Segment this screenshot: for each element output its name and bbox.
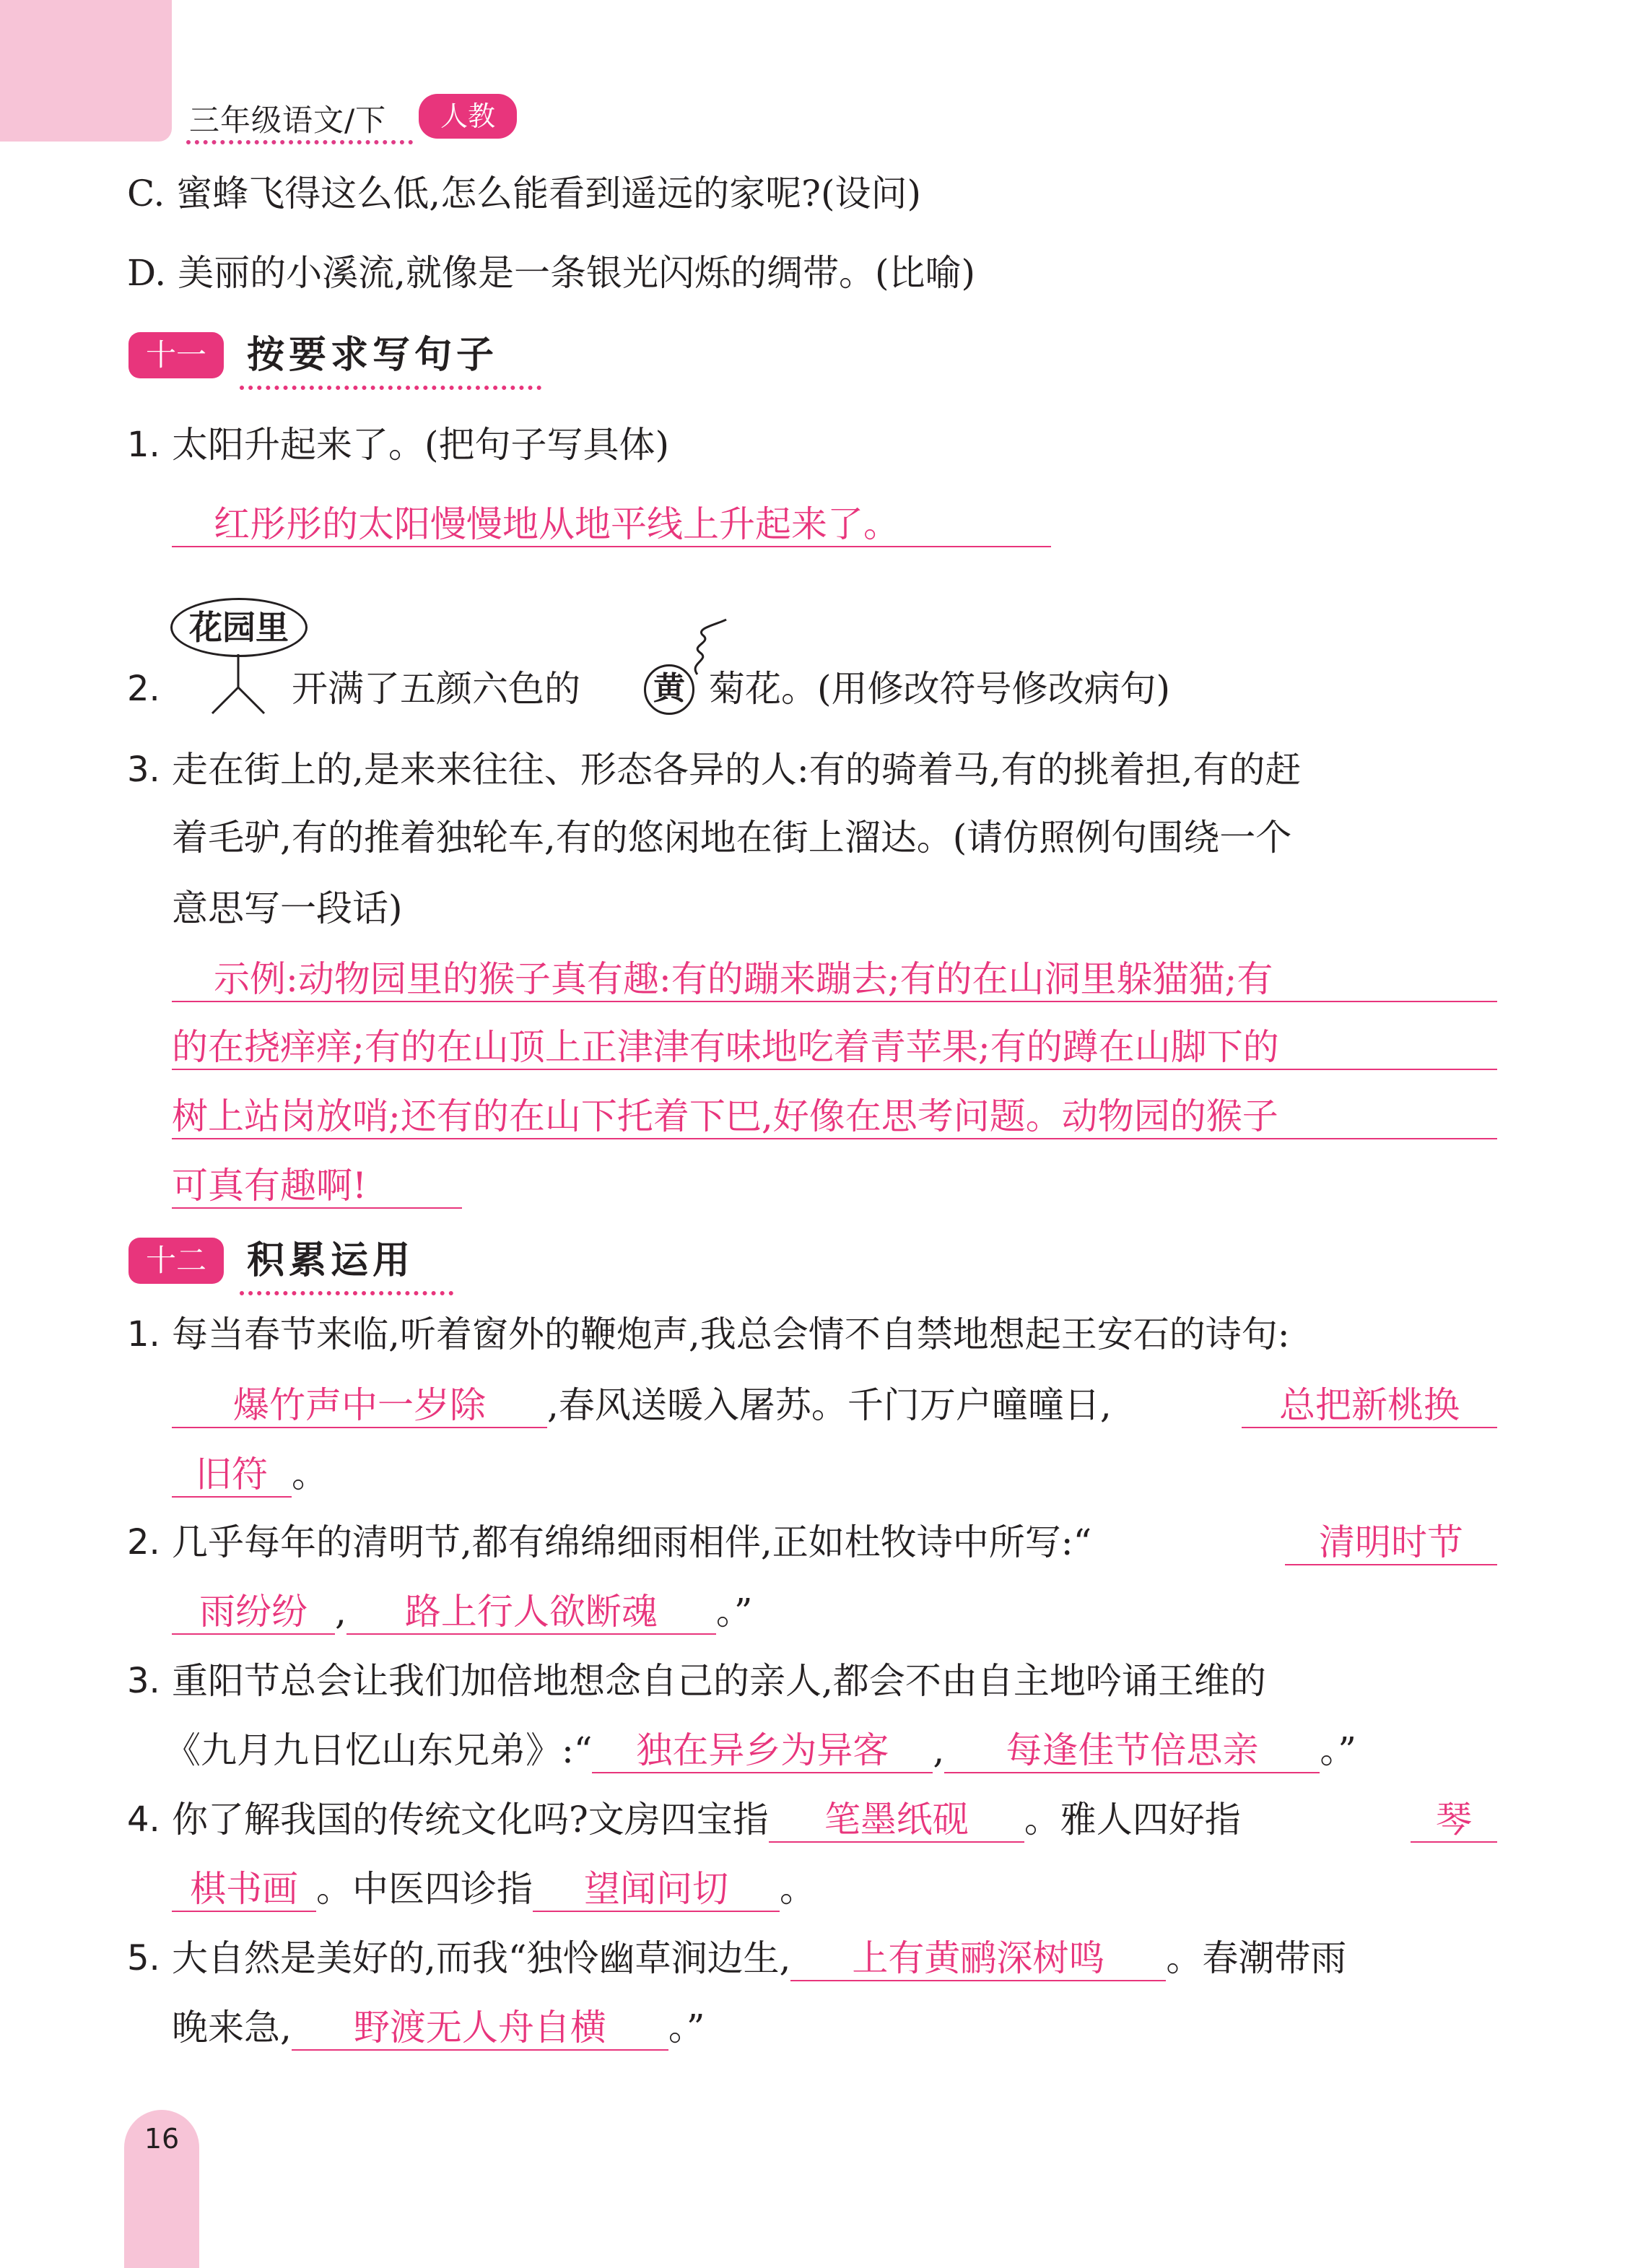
s12-q1-line-1: 每当春节来临,听着窗外的鞭炮声,我总会情不自禁地想起王安石的诗句:: [172, 1313, 1290, 1355]
s11-q2-text-a: 开满了五颜六色的: [292, 668, 580, 710]
s12-q4-text-3: 。中医四诊指: [316, 1868, 533, 1910]
s11-q3-line-1: 走在街上的,是来来往往、形态各异的人:有的骑着马,有的挑着担,有的赶: [172, 749, 1302, 791]
s12-q4-text-1: 你了解我国的传统文化吗?文房四宝指: [172, 1799, 769, 1841]
s12-q1-text-2: 。: [292, 1454, 328, 1495]
page-number: 16: [144, 2123, 180, 2155]
s11-q1-text: 太阳升起来了。(把句子写具体): [172, 424, 670, 466]
s12-q1-line-2: [172, 1383, 1112, 1428]
s11-q3-number: 3.: [127, 750, 160, 790]
s12-q2-text-1: 几乎每年的清明节,都有绵绵细雨相伴,正如杜牧诗中所写:“: [172, 1521, 1092, 1563]
s12-q4-text-2: 。雅人四好指: [1024, 1799, 1241, 1841]
s11-q2-number: 2.: [127, 669, 160, 709]
s12-q2-text-3: 。”: [715, 1591, 753, 1633]
section-12-divider: [240, 1291, 453, 1295]
s12-q5-blank-2[interactable]: 野渡无人舟自横: [292, 2006, 668, 2051]
s11-q3-line-2: 着毛驴,有的推着独轮车,有的悠闲地在街上溜达。(请仿照例句围绕一个: [172, 817, 1292, 859]
s12-q5-text-2: 。春潮带雨: [1166, 1937, 1347, 1979]
option-c: C. 蜜蜂飞得这么低,怎么能看到遥远的家呢?(设问): [127, 173, 921, 214]
s12-q5-text-1: 大自然是美好的,而我“独怜幽草涧边生,: [172, 1937, 791, 1979]
s11-q3-answer-line-4: 可真有趣啊!: [172, 1164, 462, 1209]
edition-badge: 人教: [419, 94, 517, 139]
s12-q3-text-2: ,: [933, 1729, 945, 1771]
s12-q4-blank-2b[interactable]: 棋书画: [172, 1867, 316, 1912]
s12-q3-line-1: 重阳节总会让我们加倍地想念自己的亲人,都会不由自主地吟诵王维的: [172, 1660, 1266, 1702]
insert-mark-icon: [209, 654, 267, 715]
s11-q3-answer-line-3: 树上站岗放哨;还有的在山下托着下巴,好像在思考问题。动物园的猴子: [172, 1095, 1497, 1139]
s12-q5-blank-1[interactable]: 上有黄鹂深树鸣: [790, 1937, 1166, 1981]
s12-q2-blank-2[interactable]: 路上行人欲断魂: [347, 1590, 716, 1635]
s12-q1-blank-2a[interactable]: 总把新桃换: [1242, 1383, 1497, 1428]
s12-q5-text-4: 。”: [668, 2007, 705, 2048]
s12-q1-line-3: [172, 1453, 328, 1498]
s12-q4-line-2: [172, 1867, 816, 1912]
section-11-divider: [240, 386, 541, 390]
s12-q5-line-1: [172, 1937, 1346, 1981]
insert-bubble: 花园里: [170, 598, 308, 657]
s12-q3-text-1: 《九月九日忆山东兄弟》:“: [165, 1729, 593, 1771]
s12-q3-blank-2[interactable]: 每逢佳节倍思亲: [944, 1729, 1320, 1773]
option-d: D. 美丽的小溪流,就像是一条银光闪烁的绸带。(比喻): [127, 252, 975, 294]
s12-q1-number: 1.: [127, 1314, 160, 1355]
s12-q4-blank-1[interactable]: 笔墨纸砚: [769, 1798, 1024, 1843]
s11-q3-line-3: 意思写一段话): [172, 887, 403, 929]
s12-q4-blank-3[interactable]: 望闻问切: [533, 1867, 780, 1912]
s11-q2-text-b: 菊花。(用修改符号修改病句): [709, 668, 1171, 710]
s12-q2-line-2: [172, 1590, 752, 1635]
s12-q2-text-2: ,: [335, 1591, 347, 1633]
s12-q1-blank-2b[interactable]: 旧符: [172, 1453, 292, 1498]
header-tab: [0, 0, 172, 142]
s12-q4-text-4: 。: [780, 1868, 816, 1910]
grade-label: 三年级语文/下: [189, 103, 387, 138]
s12-q2-number: 2.: [127, 1522, 160, 1563]
s12-q3-line-2: [165, 1729, 1356, 1773]
s12-q5-line-2: [172, 2006, 705, 2051]
s12-q3-text-3: 。”: [1320, 1729, 1356, 1771]
s11-q1-answer: 红彤彤的太阳慢慢地从地平线上升起来了。: [172, 503, 1051, 547]
section-12-badge: 十二: [128, 1238, 224, 1284]
s12-q1-blank-1[interactable]: 爆竹声中一岁除: [172, 1383, 547, 1428]
s11-q3-answer-line-2: 的在挠痒痒;有的在山顶上正津津有味地吃着青苹果;有的蹲在山脚下的: [172, 1025, 1497, 1070]
s12-q5-number: 5.: [127, 1938, 160, 1978]
circled-word: 黄: [644, 664, 694, 715]
s12-q5-text-3: 晚来急,: [172, 2007, 292, 2048]
s12-q2-blank-1a[interactable]: 清明时节: [1285, 1521, 1497, 1565]
section-11-badge: 十一: [128, 332, 224, 378]
s12-q3-blank-1[interactable]: 独在异乡为异客: [592, 1729, 933, 1773]
s12-q1-text-1: ,春风送暖入屠苏。千门万户曈曈日,: [547, 1384, 1112, 1426]
s11-q1-number: 1.: [127, 425, 160, 465]
header-divider: [186, 140, 413, 144]
section-11-title: 按要求写句子: [247, 334, 499, 377]
s12-q4-line-1: [172, 1798, 1241, 1843]
s12-q4-number: 4.: [127, 1799, 160, 1840]
s11-q3-answer-line-1: 示例:动物园里的猴子真有趣:有的蹦来蹦去;有的在山洞里躲猫猫;有: [172, 957, 1497, 1002]
s12-q4-blank-2a[interactable]: 琴: [1411, 1798, 1497, 1843]
s12-q2-blank-1b[interactable]: 雨纷纷: [172, 1590, 335, 1635]
section-12-title: 积累运用: [247, 1239, 415, 1282]
s12-q3-number: 3.: [127, 1661, 160, 1701]
